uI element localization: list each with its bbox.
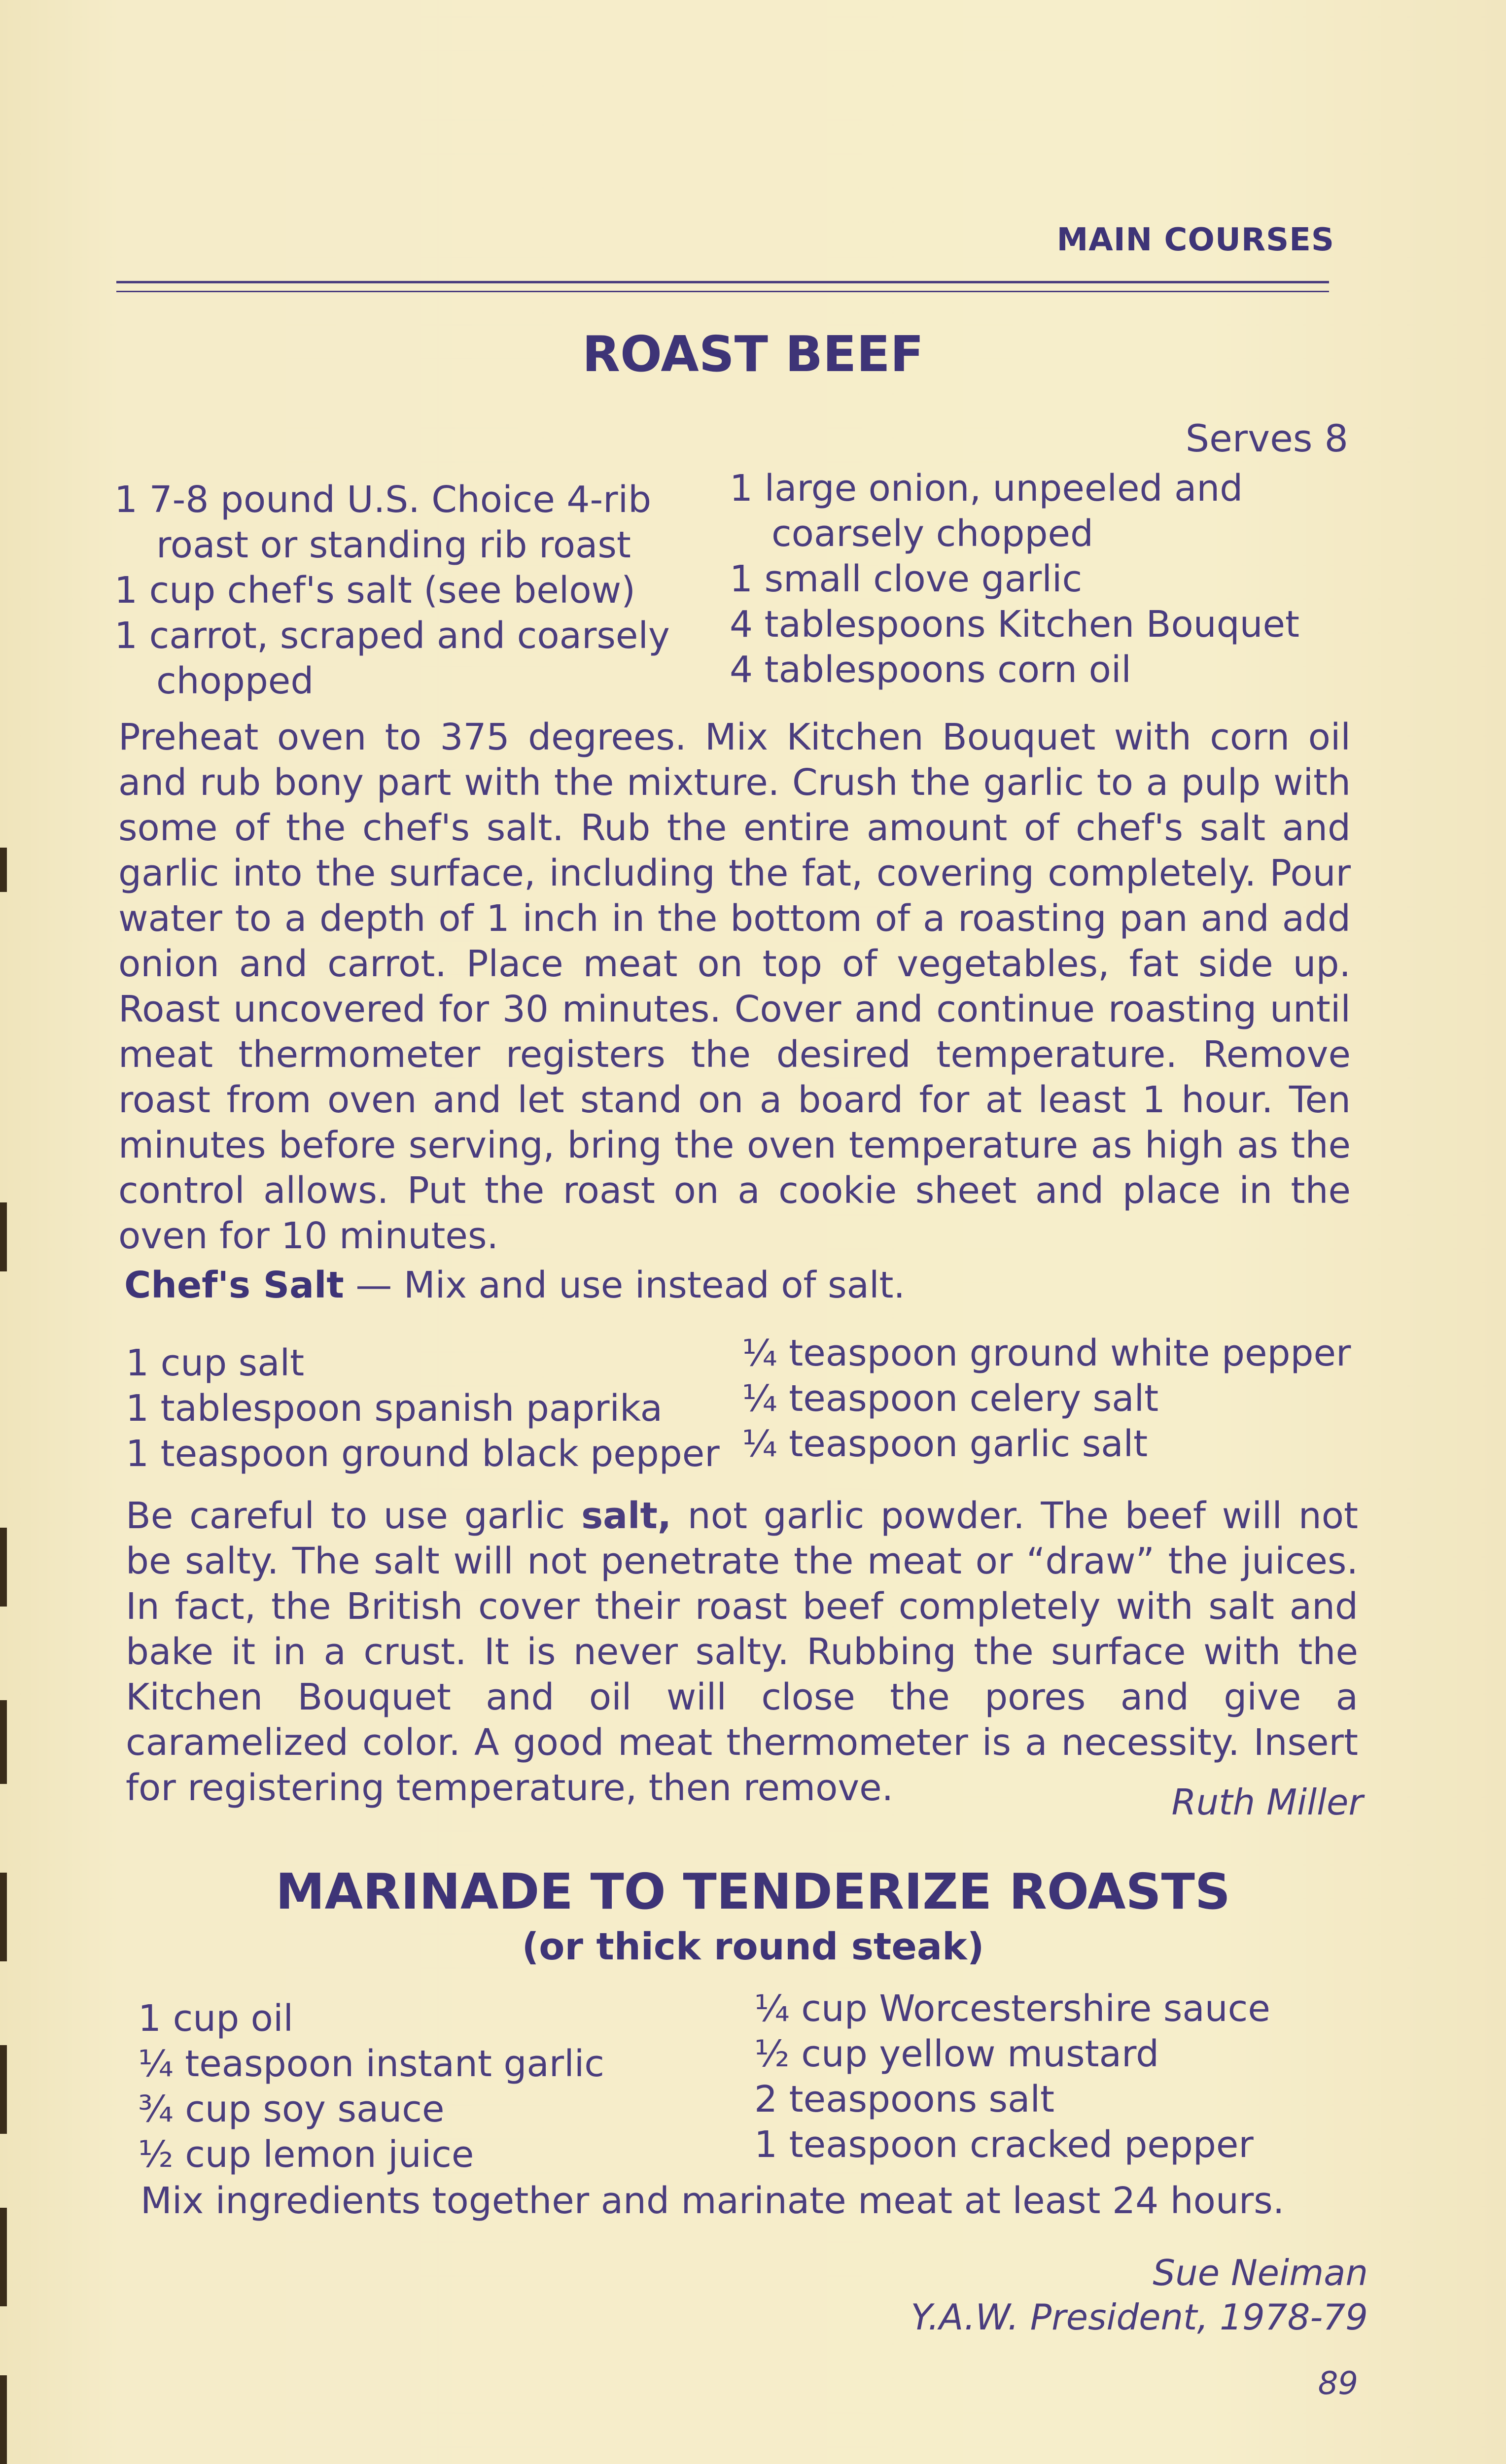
ingredient-line: ¼ teaspoon instant garlic	[138, 2043, 604, 2085]
section-header: MAIN COURSES	[1056, 222, 1334, 258]
header-rule	[116, 281, 1329, 283]
ingredient-line: ¼ cup Worcestershire sauce	[754, 1987, 1270, 2030]
recipe-directions: Mix ingredients together and marinate meat at least 24 hours.	[140, 2180, 1285, 2222]
ingredients-left	[138, 1996, 604, 2177]
binding-mark	[0, 1202, 7, 1271]
ingredient-line: 1 tablespoon spanish paprika	[126, 1387, 663, 1430]
chefs-salt-label: Chef's Salt	[124, 1264, 344, 1306]
recipe-author: Sue Neiman	[1153, 2252, 1368, 2293]
ingredients-right	[730, 466, 1299, 692]
ingredients-right	[754, 1986, 1270, 2167]
serves-text: Serves 8	[1185, 416, 1348, 460]
page-number: 89	[1318, 2365, 1358, 2402]
recipe-subtitle: (or thick round steak)	[522, 1924, 984, 1968]
ingredients-left	[114, 477, 670, 704]
recipe-note	[126, 1493, 1358, 1811]
binding-mark	[0, 1528, 7, 1607]
ingredient-line: 1 small clove garlic	[730, 558, 1083, 600]
ingredient-line: ¼ teaspoon garlic salt	[742, 1423, 1148, 1465]
author-title: Y.A.W. President, 1978-79	[911, 2296, 1368, 2338]
binding-mark	[0, 848, 7, 892]
binding-mark	[0, 2045, 7, 2134]
ingredient-line: ½ cup yellow mustard	[754, 2033, 1159, 2075]
ingredient-line: 1 7-8 pound U.S. Choice 4-rib	[114, 479, 652, 521]
ingredient-line: 1 carrot, scraped and coarsely	[114, 615, 670, 657]
ingredient-line: ½ cup lemon juice	[138, 2133, 474, 2176]
ingredient-line: 4 tablespoons Kitchen Bouquet	[730, 603, 1300, 646]
ingredient-line: 2 teaspoons salt	[754, 2078, 1055, 2121]
note-text: Be careful to use garlic	[126, 1495, 582, 1537]
recipe-author: Ruth Miller	[1171, 1781, 1363, 1823]
recipe-title: MARINADE TO TENDERIZE ROASTS	[276, 1863, 1230, 1920]
ingredient-line: chopped	[156, 660, 314, 702]
ingredient-line: 1 large onion, unpeeled and	[730, 467, 1243, 510]
chefs-salt-text: — Mix and use instead of salt.	[344, 1264, 906, 1306]
salt-ingredients-right	[742, 1331, 1351, 1467]
ingredient-line: 1 cup oil	[138, 1997, 294, 2040]
ingredient-line: 1 cup salt	[126, 1342, 305, 1384]
ingredient-line: ¼ teaspoon ground white pepper	[742, 1332, 1351, 1374]
note-bold: salt,	[581, 1495, 671, 1537]
ingredient-line: ¼ teaspoon celery salt	[742, 1377, 1159, 1420]
binding-mark	[0, 2208, 7, 2306]
recipe-directions: Preheat oven to 375 degrees. Mix Kitchen Bouquet with corn oil and rub bony part with the mixture. Crush the garlic to a pulp with some of the chef's salt. Rub the entire amount of chef's salt and garlic into the surface, including the fat, covering completely. Pour water to a depth of 1 inch in the bottom of a roasting pan and add onion and carrot. Place meat on top of vegetables, fat side up. Roast uncovered for 30 minutes. Cover and continue roasting until meat thermometer registers the desired temperature. Remove roast from oven and let stand on a board for at least 1 hour. Ten minutes before serving, bring the oven temperature as high as the control allows. Put the roast on a cookie sheet and place in the oven for 10 minutes.	[118, 716, 1351, 1257]
ingredient-line: roast or standing rib roast	[156, 524, 631, 566]
binding-mark	[0, 1700, 7, 1784]
ingredient-line: 1 teaspoon ground black pepper	[126, 1433, 720, 1475]
recipe-title: ROAST BEEF	[582, 325, 924, 383]
ingredient-line: 1 teaspoon cracked pepper	[754, 2123, 1254, 2166]
ingredient-line: 4 tablespoons corn oil	[730, 649, 1131, 691]
note-text: not garlic powder. The beef will not be salty. The salt will not penetrate the meat or “draw” the juices. In fact, the British cover their roast beef completely with salt and bake it in a crust. It is never salty. Rubbing the surface with the Kitchen Bouquet and oil will close the pores and give a caramelized color. A good meat thermometer is a necessity. Insert for registering temperature, then remove.	[126, 1495, 1359, 1809]
header-rule	[116, 291, 1329, 292]
ingredient-line: ¾ cup soy sauce	[138, 2088, 445, 2130]
binding-mark	[0, 2375, 7, 2464]
chefs-salt-heading	[124, 1264, 905, 1306]
ingredient-line: coarsely chopped	[771, 513, 1093, 555]
salt-ingredients-left	[126, 1340, 720, 1476]
ingredient-line: 1 cup chef's salt (see below)	[114, 569, 635, 612]
